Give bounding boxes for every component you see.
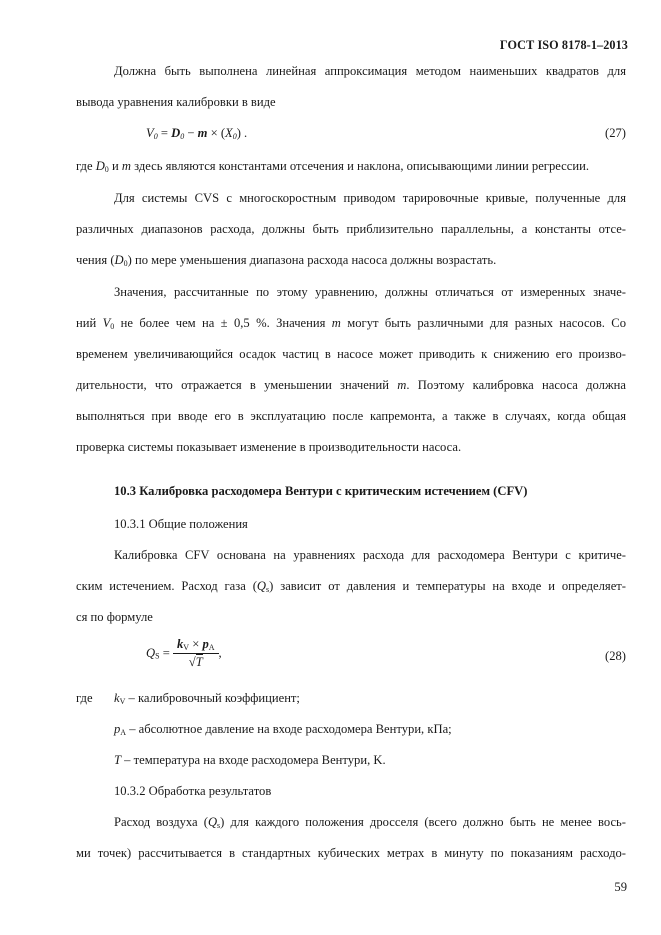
para4-line6: проверка системы показывает изменение в производительности насоса. [76,440,462,454]
section-title: 10.3 Калибровка расходомера Вентури с критическим истечением (CFV) [114,484,528,498]
equation-28-number: (28) [605,649,626,663]
page-number: 59 [614,880,627,894]
standard-header: ГОСТ ISO 8178-1–2013 [499,38,628,52]
def-kv: $k_V$ – калибровочный коэффициент; [114,691,300,706]
para1-line1: Должна быть выполнена линейная аппроксимация методом наименьших квадратов для [114,64,626,78]
equation-27-number: (27) [605,126,626,140]
equation-27: $V_0 = D_0 - m \times (X_0)$ . [146,126,248,141]
para4-line4: дительности, что отражается в уменьшении значений m. Поэтому калибровка насоса должна [76,378,626,392]
para4-line1: Значения, рассчитанные по этому уравнению, должны отличаться от измеренных значе- [114,285,626,299]
para4-line2: ний $V_0$ не более чем на ± 0,5 %. Значения m могут быть различными для разных насосов. Со [76,316,626,331]
para4-line5: выполняться при вводе его в эксплуатацию после капремонта, а также в случаях, когда общая [76,409,626,423]
equation-28-fraction: $\frac{k_V \times p_A}{√T}$ [173,637,219,670]
para2-line: где $D_0$ и m здесь являются константами отсечения и наклона, описывающими линии регрессии. [76,159,589,174]
para1-line2: вывода уравнения калибровки в виде [76,95,276,109]
para5-line2: ским истечением. Расход газа $(Q_s)$ зависит от давления и температуры на входе и определяет- [76,579,626,594]
def-pa: $p_A$ – абсолютное давление на входе расходомера Вентури, кПа; [114,722,452,737]
subsection-10-3-1: 10.3.1 Общие положения [114,517,248,531]
para6-line1: Расход воздуха $(Q_s)$ для каждого положения дросселя (всего должно быть не менее вось- [114,815,626,830]
para3-line2: различных диапазонов расхода, должны быть приблизительно параллельны, а константы отсе- [76,222,626,236]
para3-line1: Для системы CVS с многоскоростным приводом тарировочные кривые, полученные для [114,191,626,205]
para6-line2: ми точек) рассчитывается в стандартных кубических метрах в минуту по показаниям расходо- [76,846,626,860]
def-t: T – температура на входе расходомера Вентури, K. [114,753,386,767]
defs-where: где [76,691,93,705]
para5-line1: Калибровка CFV основана на уравнениях расхода для расходомера Вентури с критиче- [114,548,626,562]
equation-28: $Q_S$ = $\frac{k_V \times p_A}{√T}$ , [146,637,222,669]
para4-line3: временем увеличивающийся осадок частиц в насосе может приводить к снижению его произво- [76,347,626,361]
para5-line3: ся по формуле [76,610,153,624]
para3-line3: чения $(D_0)$ по мере уменьшения диапазона расхода насоса должны возрастать. [76,253,497,268]
subsection-10-3-2: 10.3.2 Обработка результатов [114,784,272,798]
